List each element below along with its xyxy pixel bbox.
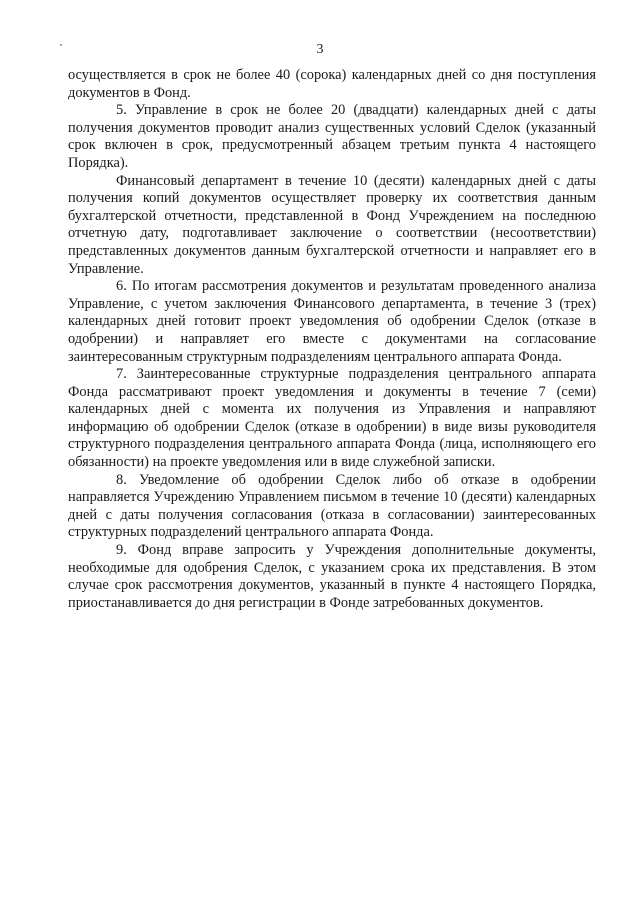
- document-body: [68, 67, 596, 612]
- paragraph-item-5: 5. Управление в срок не более 20 (двадцати) календарных дней с даты получения документов проводит анализ существенных условий Сделок (указанный срок включен в срок, предусмотренный абзацем третьим пункта 4 настоящего Порядка).: [68, 102, 596, 171]
- paragraph-item-8: 8. Уведомление об одобрении Сделок либо об отказе в одобрении направляется Учреждению Управлением письмом в течение 10 (десяти) календарных дней с даты получения согласования (отказа в согласовании) заинтересованных структурных подразделений центрального аппарата Фонда.: [68, 471, 596, 541]
- paragraph-finance-department: Финансовый департамент в течение 10 (десяти) календарных дней с даты получения копий документов осуществляет проверку их соответствия данным бухгалтерской отчетности, представленной в Фонд Учреждением на последнюю отчетную дату, подготавливает заключение о соответствии (несоответствии) представленных документов данным бухгалтерской отчетности и направляет его в Управление.: [68, 172, 596, 277]
- paragraph-item-7: 7. Заинтересованные структурные подразделения центрального аппарата Фонда рассматривают проект уведомления и документы в течение 7 (семи) календарных дней с момента их получения из Управления и направляют информацию об одобрении Сделок (отказе в одобрении) в виде визы руководителя структурного подразделения центрального аппарата Фонда (лица, исполняющего его обязанности) на проекте уведомления или в виде служебной записки.: [68, 366, 596, 471]
- page-number: 3: [316, 42, 324, 57]
- paragraph-item-6: 6. По итогам рассмотрения документов и результатам проведенного анализа Управление, с учетом заключения Финансового департамента, в течение 3 (трех) календарных дней готовит проект уведомления об одобрении Сделок (отказе в одобрении) и направляет его вместе с документами на согласование заинтересованным структурным подразделениям центрального аппарата Фонда.: [68, 278, 596, 365]
- paragraph-continuation: осуществляется в срок не более 40 (сорока) календарных дней со дня поступления документов в Фонд.: [68, 67, 596, 101]
- paragraph-item-9: 9. Фонд вправе запросить у Учреждения дополнительные документы, необходимые для одобрения Сделок, с указанием срока их представления. В этом случае срок рассмотрения документов, указанный в пункте 4 настоящего Порядка, приостанавливается до дня регистрации в Фонде затребованных документов.: [68, 542, 596, 611]
